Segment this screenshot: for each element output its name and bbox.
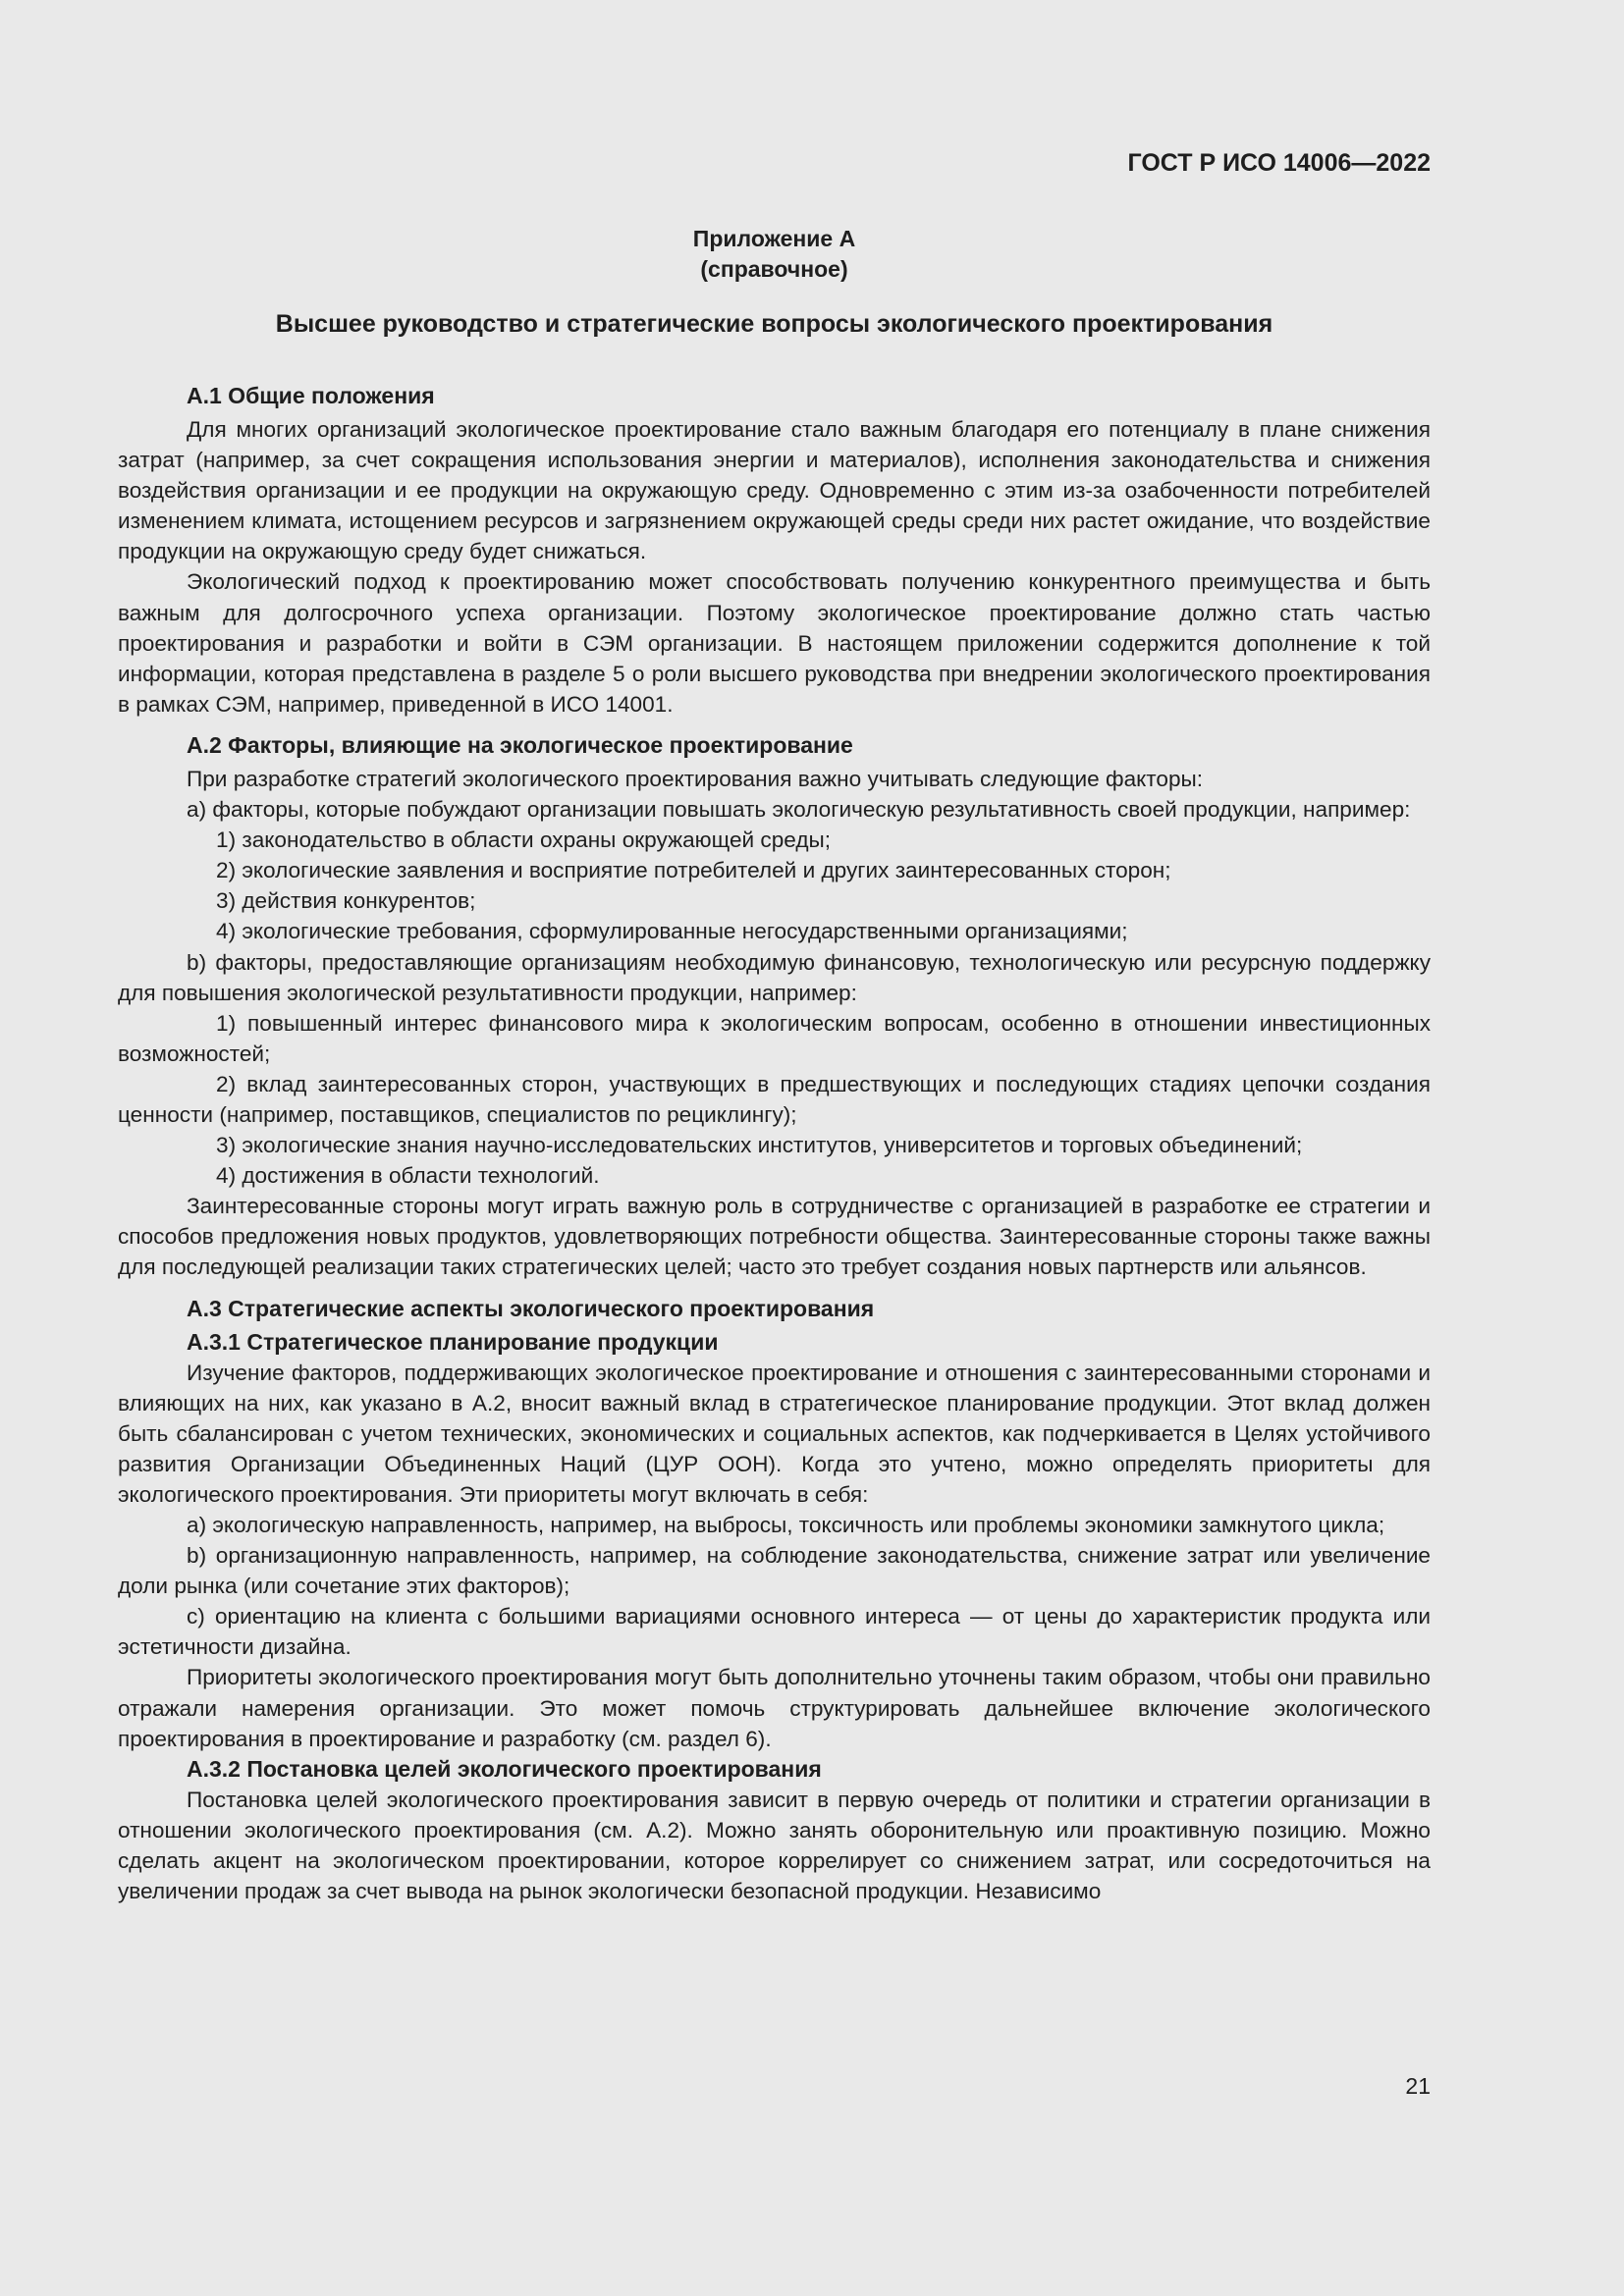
list-item: 3) экологические знания научно-исследовательских институтов, университетов и торговых объединений; xyxy=(216,1133,1303,1158)
section-a32-paragraph: Постановка целей экологического проектирования зависит в первую очередь от политики и стратегии организации в отношении экологического проектирования (см. А.2). Можно занять оборонительную или проактивную позицию. Можно сделать акцент на экологическом проектировании, которое коррелирует со снижением затрат, или сосредоточиться на увеличении продаж за счет вывода на рынок экологически безопасной продукции. Независимо xyxy=(118,1787,1431,1904)
list-item: a) факторы, которые побуждают организации повышать экологическую результативность своей продукции, например: xyxy=(187,797,1411,823)
annex-label: Приложение А xyxy=(692,226,856,251)
section-a31-paragraph: Изучение факторов, поддерживающих экологическое проектирование и отношения с заинтересованными сторонами и влияющих на них, как указано в А.2, вносит важный вклад в стратегическое планирование продукции. Этот вклад должен быть сбалансирован с учетом технических, экономических и социальных аспектов, как подчеркивается в Целях устойчивого развития Организации Объединенных Наций (ЦУР ООН). Когда это учтено, можно определять приоритеты для экологического проектирования. Эти приоритеты могут включать в себя: xyxy=(118,1360,1431,1507)
list-item: 2) вклад заинтересованных сторон, участвующих в предшествующих и последующих стадиях цепочки создания ценности (например, поставщиков, специалистов по рециклингу); xyxy=(118,1071,1431,1127)
list-item: 1) повышенный интерес финансового мира к экологическим вопросам, особенно в отношении инвестиционных возможностей; xyxy=(118,1010,1431,1066)
list-item: b) факторы, предоставляющие организациям необходимую финансовую, технологическую или ресурсную поддержку для повышения экологической результативности продукции, например: xyxy=(118,949,1431,1005)
section-a32-heading: А.3.2 Постановка целей экологического проектирования xyxy=(187,1755,822,1782)
section-a3-heading: А.3 Стратегические аспекты экологического проектирования xyxy=(187,1295,875,1321)
section-a2-closing: Заинтересованные стороны могут играть важную роль в сотрудничестве с организацией в разработке ее стратегии и способов предложения новых продуктов, удовлетворяющих потребности общества. Заинтересованные стороны также важны для последующей реализации таких стратегических целей; часто это требует создания новых партнерств или альянсов. xyxy=(118,1194,1431,1280)
section-a1-paragraph: Для многих организаций экологическое проектирование стало важным благодаря его потенциалу в плане снижения затрат (например, за счет сокращения использования энергии и материалов), исполнения законодательства и снижения воздействия организации и ее продукции на окружающую среду. Одновременно с этим из-за озабоченности потребителей изменением климата, истощением ресурсов и загрязнением окружающей среды среди них растет ожидание, что воздействие продукции на окружающую среду будет снижаться. xyxy=(118,417,1431,564)
list-item: 4) экологические требования, сформулированные негосударственными организациями; xyxy=(216,919,1128,944)
annex-heading xyxy=(118,224,1431,285)
page-number: 21 xyxy=(1405,2073,1431,2099)
list-item: c) ориентацию на клиента с большими вариациями основного интереса — от цены до характеристик продукта или эстетичности дизайна. xyxy=(118,1604,1431,1660)
section-a1-paragraph: Экологический подход к проектированию может способствовать получению конкурентного преимущества и быть важным для долгосрочного успеха организации. Поэтому экологическое проектирование должно стать частью проектирования и разработки и войти в СЭМ организации. В настоящем приложении содержится дополнение к той информации, которая представлена в разделе 5 о роли высшего руководства при внедрении экологического проектирования в рамках СЭМ, например, приведенной в ИСО 14001. xyxy=(118,569,1431,717)
section-a2-heading: А.2 Факторы, влияющие на экологическое проектирование xyxy=(187,731,853,758)
section-a2-intro: При разработке стратегий экологического проектирования важно учитывать следующие факторы: xyxy=(187,766,1204,791)
list-item: 2) экологические заявления и восприятие потребителей и других заинтересованных сторон; xyxy=(216,858,1171,883)
list-item: 1) законодательство в области охраны окружающей среды; xyxy=(216,828,832,853)
annex-type: (справочное) xyxy=(700,256,848,282)
list-item: a) экологическую направленность, например, на выбросы, токсичность или проблемы экономики замкнутого цикла; xyxy=(187,1513,1385,1537)
section-a31-heading: А.3.1 Стратегическое планирование продукции xyxy=(187,1328,719,1355)
list-item: 4) достижения в области технологий. xyxy=(216,1163,600,1189)
list-item: 3) действия конкурентов; xyxy=(216,888,476,914)
section-a31-paragraph: Приоритеты экологического проектирования могут быть дополнительно уточнены таким образом, чтобы они правильно отражали намерения организации. Это может помочь структурировать дальнейшее включение экологического проектирования в проектирование и разработку (см. раздел 6). xyxy=(118,1665,1431,1751)
section-a1-heading: А.1 Общие положения xyxy=(187,383,435,408)
list-item: b) организационную направленность, например, на соблюдение законодательства, снижение затрат или увеличение доли рынка (или сочетание этих факторов); xyxy=(118,1543,1431,1599)
annex-title: Высшее руководство и стратегические вопросы экологического проектирования xyxy=(275,310,1273,338)
document-page xyxy=(118,137,1431,1906)
standard-code: ГОСТ Р ИСО 14006—2022 xyxy=(1127,149,1431,177)
